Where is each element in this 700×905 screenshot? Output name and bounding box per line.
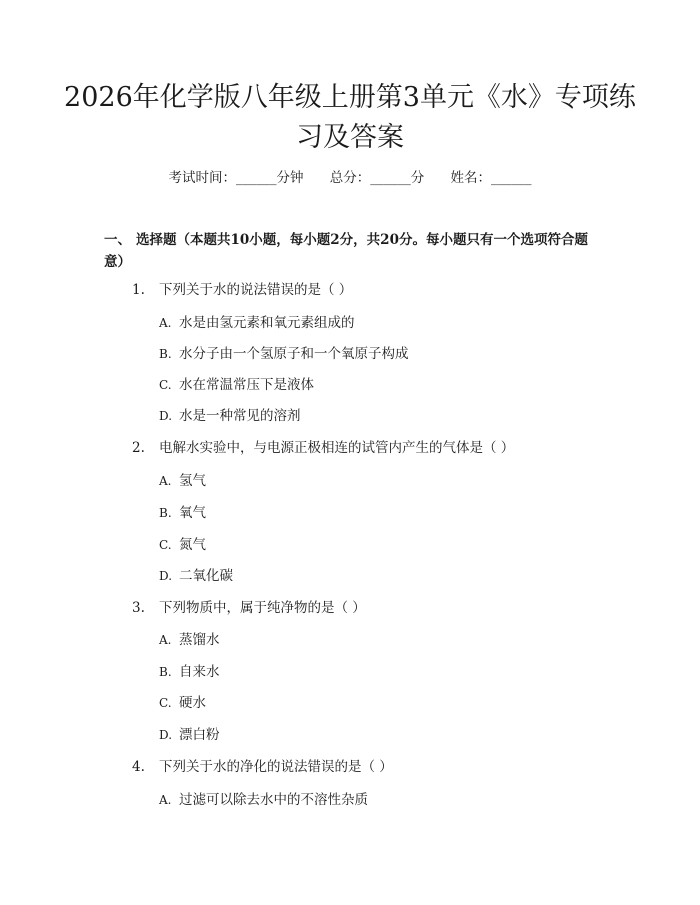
question-2-option-d — [159, 566, 233, 586]
section-number: 一、 — [104, 232, 131, 248]
question-3-option-c — [159, 693, 206, 713]
question-number: 1. — [132, 282, 145, 298]
option-label: B. — [159, 665, 172, 679]
question-stem: 电解水实验中，与电源正极相连的试管内产生的气体是（ ） — [159, 440, 515, 456]
section-heading — [104, 229, 604, 273]
option-label: B. — [159, 347, 172, 361]
question-stem: 下列关于水的净化的说法错误的是（ ） — [159, 759, 393, 775]
question-number: 2. — [132, 440, 145, 456]
option-label: D. — [159, 569, 173, 583]
question-2 — [132, 438, 514, 458]
question-2-option-b — [159, 503, 206, 523]
question-stem: 下列物质中，属于纯净物的是（ ） — [159, 600, 366, 616]
exam-info-line — [0, 168, 700, 188]
option-label: A. — [159, 316, 172, 330]
question-number: 3. — [132, 600, 145, 616]
option-text: 氢气 — [179, 473, 206, 489]
option-label: D. — [159, 409, 173, 423]
option-text: 漂白粉 — [179, 727, 220, 743]
option-text: 水是由氢元素和氧元素组成的 — [179, 315, 355, 331]
option-text: 蒸馏水 — [179, 632, 220, 648]
exam-time: 考试时间：______分钟 — [168, 170, 304, 186]
option-label: C. — [159, 378, 172, 392]
option-text: 水是一种常见的溶剂 — [179, 408, 301, 424]
option-label: C. — [159, 696, 172, 710]
question-3 — [132, 598, 366, 618]
document-title: 2026年化学版八年级上册第3单元《水》专项练习及答案 — [64, 82, 636, 153]
question-2-option-c — [159, 535, 206, 555]
option-text: 自来水 — [179, 664, 220, 680]
section-title: 选择题（本题共10小题，每小题2分，共20分。每小题只有一个选项符合题意） — [104, 232, 588, 270]
option-text: 硬水 — [179, 695, 206, 711]
question-1-option-c — [159, 375, 314, 395]
option-text: 二氧化碳 — [179, 568, 233, 584]
question-1-option-d — [159, 406, 301, 426]
option-label: A. — [159, 793, 172, 807]
exam-total-score: 总分：______分 — [329, 170, 425, 186]
question-1 — [132, 280, 352, 300]
option-text: 过滤可以除去水中的不溶性杂质 — [179, 792, 368, 808]
question-2-option-a — [159, 471, 206, 491]
question-stem: 下列关于水的说法错误的是（ ） — [159, 282, 353, 298]
option-label: A. — [159, 474, 172, 488]
question-number: 4. — [132, 759, 145, 775]
option-label: D. — [159, 728, 173, 742]
question-1-option-b — [159, 344, 409, 364]
question-3-option-d — [159, 725, 220, 745]
question-3-option-b — [159, 662, 220, 682]
question-1-option-a — [159, 313, 355, 333]
option-text: 水分子由一个氢原子和一个氧原子构成 — [179, 346, 409, 362]
option-text: 水在常温常压下是液体 — [179, 377, 314, 393]
question-4-option-a — [159, 790, 368, 810]
option-label: B. — [159, 506, 172, 520]
option-text: 氮气 — [179, 537, 206, 553]
option-label: A. — [159, 633, 172, 647]
option-label: C. — [159, 538, 172, 552]
option-text: 氧气 — [179, 505, 206, 521]
student-name: 姓名：______ — [450, 170, 532, 186]
question-4 — [132, 757, 393, 777]
question-3-option-a — [159, 630, 220, 650]
